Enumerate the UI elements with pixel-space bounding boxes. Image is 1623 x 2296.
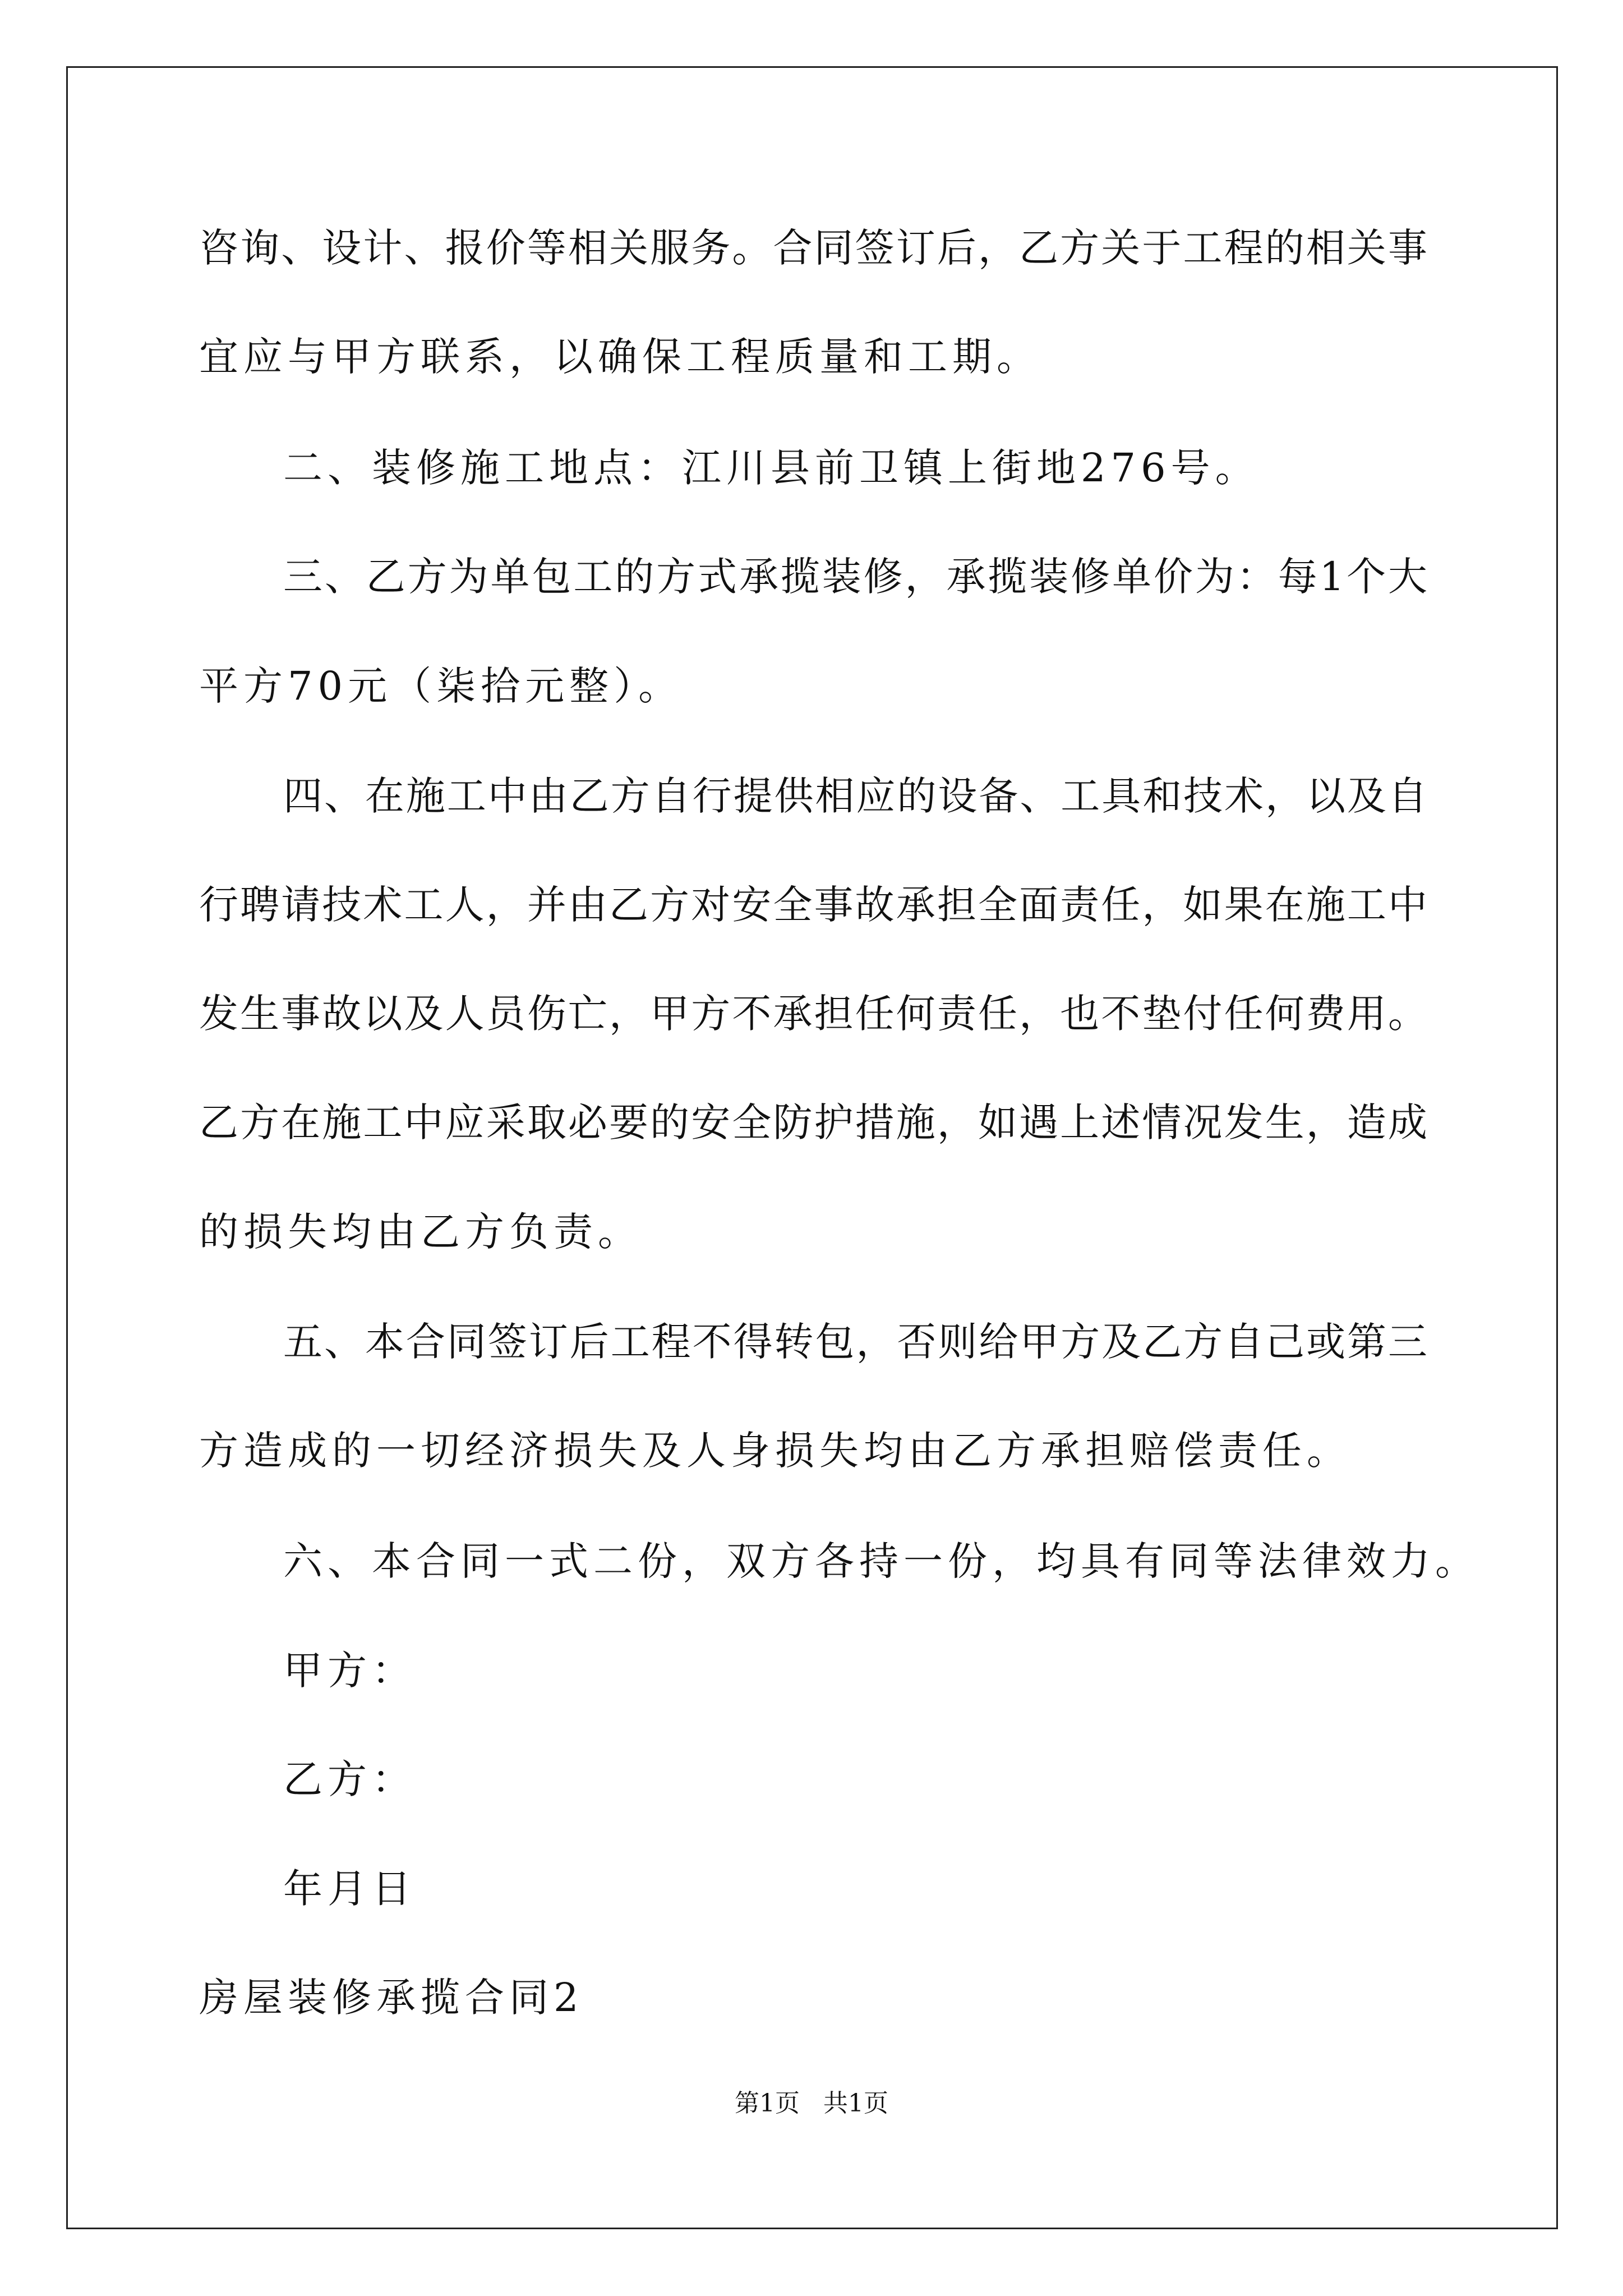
paragraph-line: 宜应与甲方联系，以确保工程质量和工期。 bbox=[199, 334, 1041, 380]
paragraph-line: 乙方在施工中应采取必要的安全防护措施，如遇上述情况发生，造成 bbox=[199, 1099, 1427, 1145]
paragraph-line: 方造成的一切经济损失及人身损失均由乙方承担赔偿责任。 bbox=[199, 1428, 1351, 1474]
paragraph-line: 平方70元（柒拾元整）。 bbox=[199, 663, 683, 709]
clause-5-subcontract: 五、本合同签订后工程不得转包，否则给甲方及乙方自己或第三 bbox=[283, 1319, 1427, 1365]
party-a-signature: 甲方： bbox=[283, 1648, 416, 1694]
paragraph-line: 行聘请技术工人，并由乙方对安全事故承担全面责任，如果在施工中 bbox=[199, 882, 1427, 928]
paragraph-line: 咨询、设计、报价等相关服务。合同签订后，乙方关于工程的相关事 bbox=[199, 225, 1427, 271]
date-line: 年月日 bbox=[283, 1866, 416, 1912]
clause-3-price: 三、乙方为单包工的方式承揽装修，承揽装修单价为：每1个大 bbox=[283, 554, 1427, 600]
clause-6-copies: 六、本合同一式二份，双方各持一份，均具有同等法律效力。 bbox=[283, 1538, 1479, 1584]
page-footer: 第1页 共1页 bbox=[735, 2089, 888, 2118]
clause-2-location: 二、装修施工地点：江川县前卫镇上街地276号。 bbox=[283, 445, 1260, 491]
section-heading: 房屋装修承揽合同2 bbox=[199, 1975, 584, 2021]
clause-4-equipment: 四、在施工中由乙方自行提供相应的设备、工具和技术，以及自 bbox=[283, 773, 1427, 819]
party-b-signature: 乙方： bbox=[283, 1756, 416, 1802]
paragraph-line: 的损失均由乙方负责。 bbox=[199, 1209, 642, 1255]
paragraph-line: 发生事故以及人员伤亡，甲方不承担任何责任，也不垫付任何费用。 bbox=[199, 991, 1427, 1037]
